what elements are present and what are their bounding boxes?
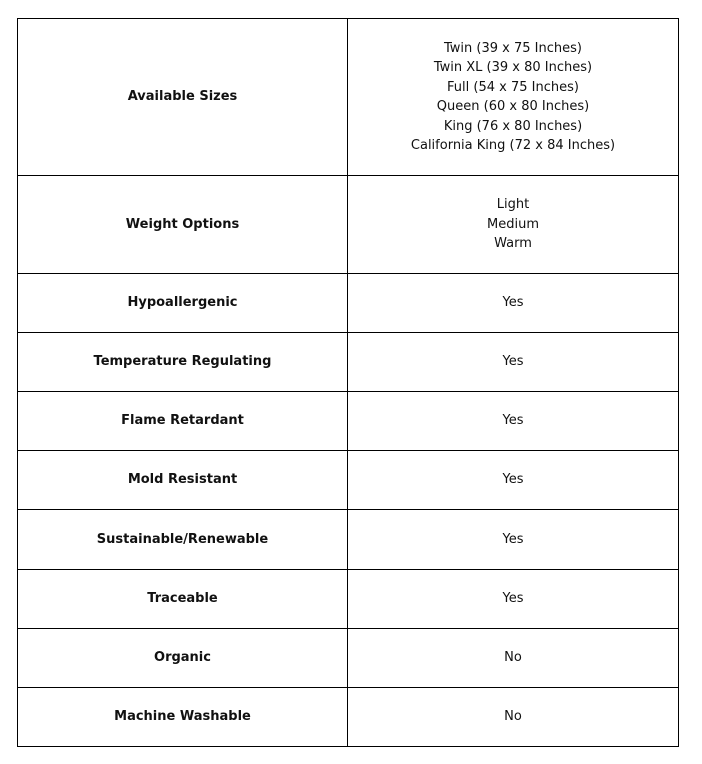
row-value-hypoallergenic: Yes	[348, 274, 679, 333]
table-row	[18, 333, 679, 392]
row-label-available-sizes: Available Sizes	[18, 19, 348, 176]
weight-option: Light	[496, 197, 530, 213]
size-option: Twin XL (39 x 80 Inches)	[433, 60, 593, 75]
row-label-organic: Organic	[18, 629, 348, 688]
table-row	[18, 629, 679, 688]
table-row	[18, 392, 679, 451]
row-label-weight-options: Weight Options	[18, 176, 348, 274]
row-label-mold-resistant: Mold Resistant	[18, 451, 348, 510]
weight-option: Medium	[487, 216, 539, 232]
row-value-available-sizes	[348, 19, 679, 176]
row-value-weight-options	[348, 176, 679, 274]
row-value-organic: No	[348, 629, 679, 688]
size-option: Twin (39 x 75 Inches)	[444, 40, 582, 56]
row-value-traceable: Yes	[348, 570, 679, 629]
row-label-flame-retardant: Flame Retardant	[18, 392, 348, 451]
table-row	[18, 274, 679, 333]
table-row	[18, 570, 679, 629]
spec-table-body	[18, 19, 679, 747]
row-label-traceable: Traceable	[18, 570, 348, 629]
row-value-machine-washable: No	[348, 688, 679, 747]
table-row	[18, 688, 679, 747]
size-option: California King (72 x 84 Inches)	[410, 138, 616, 153]
product-spec-table	[17, 18, 679, 747]
table-row	[18, 176, 679, 274]
row-value-flame-retardant: Yes	[348, 392, 679, 451]
row-value-mold-resistant: Yes	[348, 451, 679, 510]
row-value-temperature-regulating: Yes	[348, 333, 679, 392]
size-option: King (76 x 80 Inches)	[443, 118, 583, 134]
table-row	[18, 19, 679, 176]
row-label-sustainable-renewable: Sustainable/Renewable	[18, 510, 348, 570]
row-value-sustainable-renewable: Yes	[348, 510, 679, 570]
table-row	[18, 451, 679, 510]
row-label-machine-washable: Machine Washable	[18, 688, 348, 747]
size-option: Queen (60 x 80 Inches)	[436, 99, 590, 114]
size-option: Full (54 x 75 Inches)	[447, 79, 579, 95]
weight-option: Warm	[494, 236, 532, 252]
row-label-temperature-regulating: Temperature Regulating	[18, 333, 348, 392]
row-label-hypoallergenic: Hypoallergenic	[18, 274, 348, 333]
table-row	[18, 510, 679, 570]
